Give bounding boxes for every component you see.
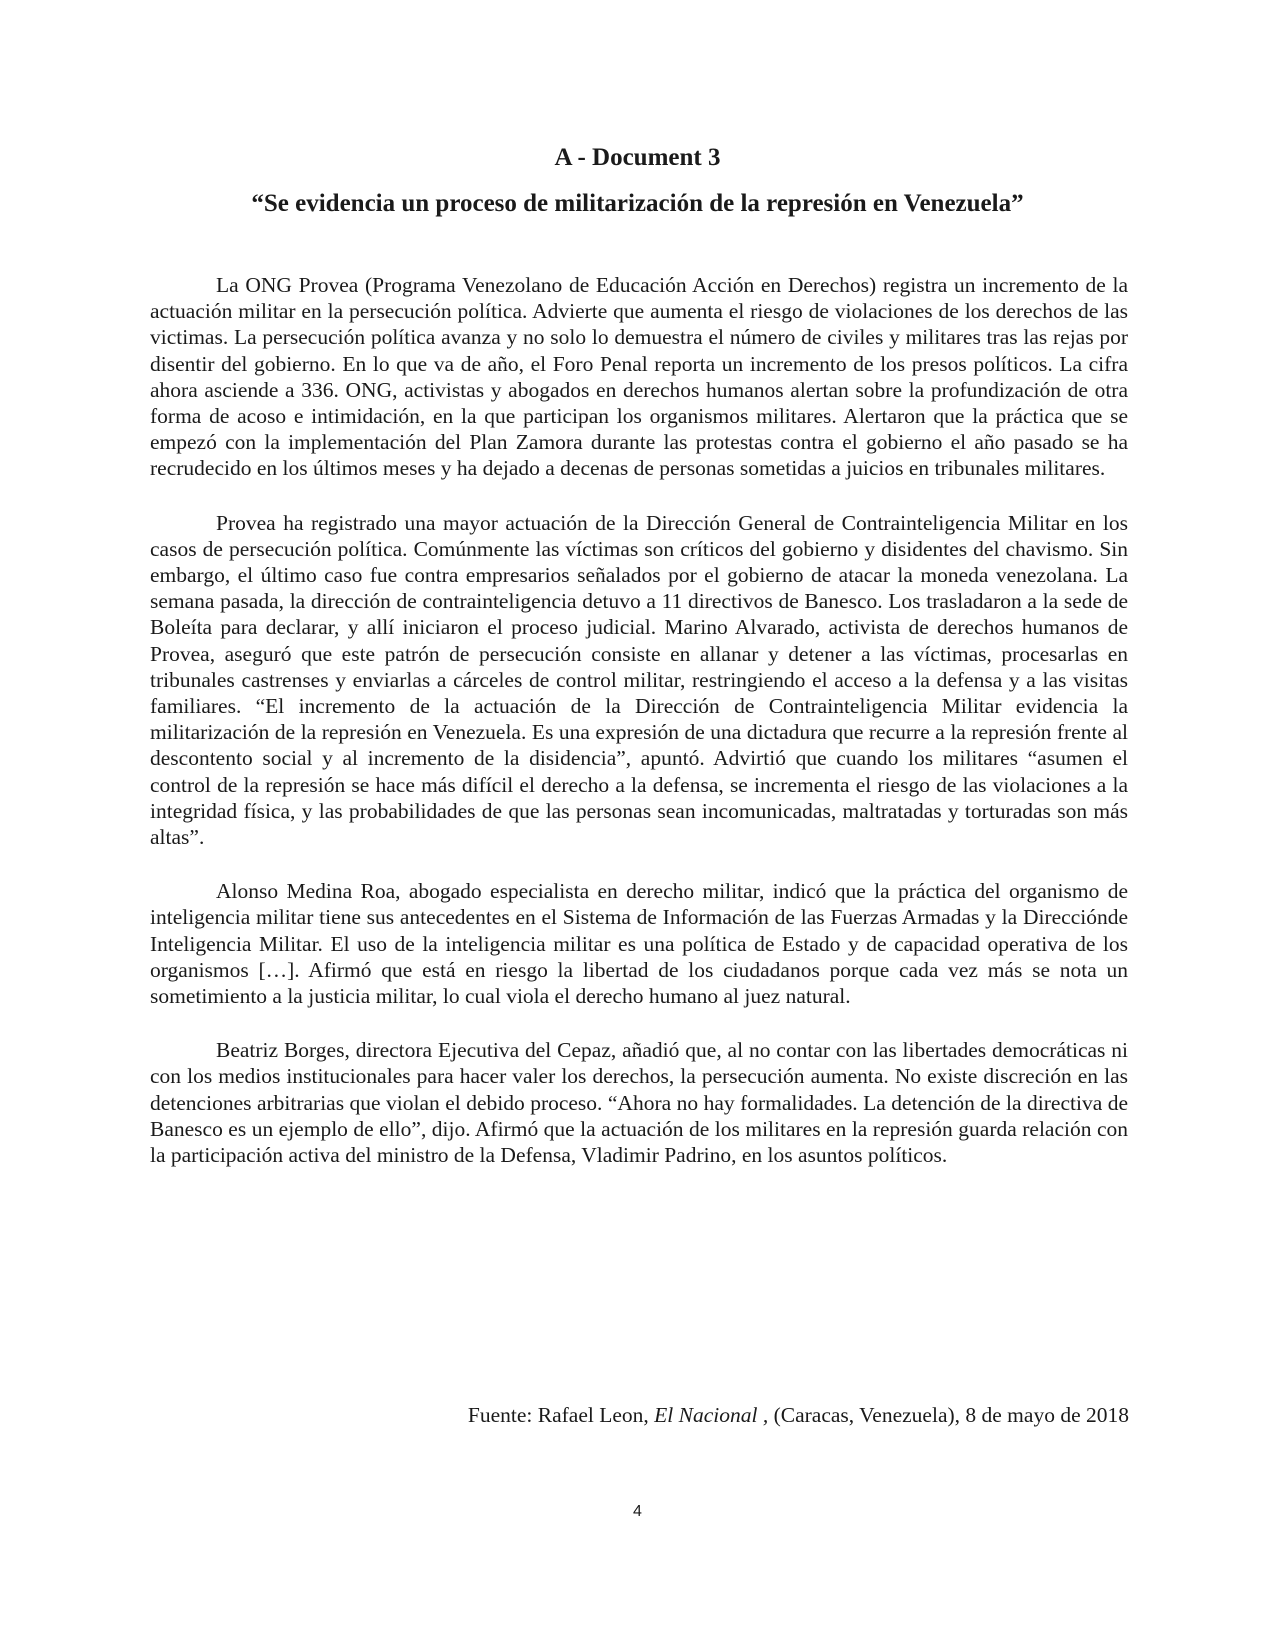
- article-body: [150, 272, 1128, 1196]
- source-prefix: Fuente: Rafael Leon,: [467, 1403, 655, 1427]
- source-suffix: (Caracas, Venezuela), 8 de mayo de 2018: [768, 1403, 1129, 1427]
- source-publication: El Nacional ,: [654, 1403, 769, 1427]
- page-number: 4: [633, 1503, 642, 1520]
- paragraph-3: Alonso Medina Roa, abogado especialista en derecho militar, indicó que la práctica del organismo de inteligencia militar tiene sus antecedentes en el Sistema de Información de las Fuerzas Armadas y la Direcciónde Inteligencia Militar. El uso de la inteligencia militar es una política de Estado y de capacidad operativa de los organismos […]. Afirmó que está en riesgo la libertad de los ciudadanos porque cada vez más se nota un sometimiento a la justicia militar, lo cual viola el derecho humano al juez natural.: [150, 879, 1128, 1009]
- source-citation: [150, 1402, 1129, 1428]
- paragraph-2: Provea ha registrado una mayor actuación de la Dirección General de Contrainteligencia Militar en los casos de persecución política. Comúnmente las víctimas son críticos del gobierno y disidentes del chavismo. Sin embargo, el último caso fue contra empresarios señalados por el gobierno de atacar la moneda venezolana. La semana pasada, la dirección de contrainteligencia detuvo a 11 directivos de Banesco. Los trasladaron a la sede de Boleíta para declarar, y allí iniciaron el proceso judicial. Marino Alvarado, activista de derechos humanos de Provea, aseguró que este patrón de persecución consiste en allanar y detener a las víctimas, procesarlas en tribunales castrenses y enviarlas a cárceles de control militar, restringiendo el acceso a la defensa y a las visitas familiares. “El incremento de la actuación de la Dirección de Contrainteligencia Militar evidencia la militarización de la represión en Venezuela. Es una expresión de una dictadura que recurre a la represión frente al descontento social y al incremento de la disidencia”, apuntó. Advirtió que cuando los militares “asumen el control de la represión se hace más difícil el derecho a la defensa, se incrementa el riesgo de las violaciones a la integridad física, y las probabilidades de que las personas sean incomunicadas, maltratadas y torturadas son más altas”.: [150, 510, 1128, 850]
- paragraph-1: La ONG Provea (Programa Venezolano de Educación Acción en Derechos) registra un incremento de la actuación militar en la persecución política. Advierte que aumenta el riesgo de violaciones de los derechos de las victimas. La persecución política avanza y no solo lo demuestra el número de civiles y militares tras las rejas por disentir del gobierno. En lo que va de año, el Foro Penal reporta un incremento de los presos políticos. La cifra ahora asciende a 336. ONG, activistas y abogados en derechos humanos alertan sobre la profundización de otra forma de acoso e intimidación, en la que participan los organismos militares. Alertaron que la práctica que se empezó con la implementación del Plan Zamora durante las protestas contra el gobierno el año pasado se ha recrudecido en los últimos meses y ha dejado a decenas de personas sometidas a juicios en tribunales militares.: [150, 273, 1128, 481]
- paragraph-4: Beatriz Borges, directora Ejecutiva del Cepaz, añadió que, al no contar con las libertades democráticas ni con los medios institucionales para hacer valer los derechos, la persecución aumenta. No existe discreción en las detenciones arbitrarias que violan el debido proceso. “Ahora no hay formalidades. La detención de la directiva de Banesco es un ejemplo de ello”, dijo. Afirmó que la actuación de los militares en la represión guarda relación con la participación activa del ministro de la Defensa, Vladimir Padrino, en los asuntos políticos.: [150, 1038, 1128, 1168]
- document-title: “Se evidencia un proceso de militarización de la represión en Venezuela”: [251, 190, 1024, 217]
- document-label: A - Document 3: [554, 144, 721, 171]
